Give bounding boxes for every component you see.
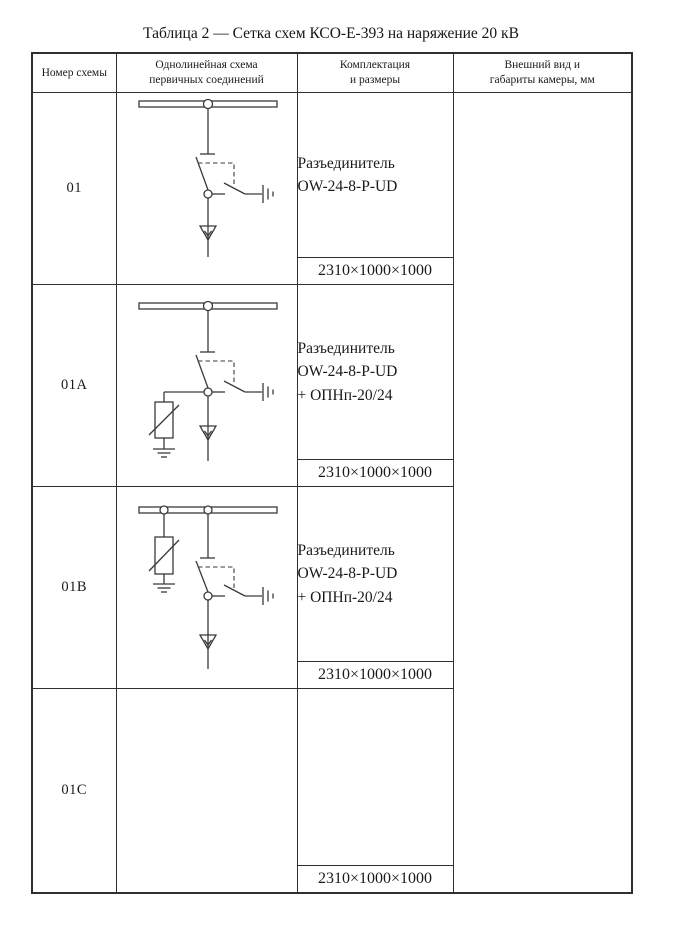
surge-arrester [149, 392, 204, 457]
dimensions-cell: 2310×1000×1000 [297, 258, 453, 285]
earthing-switch [224, 183, 273, 203]
mechanical-link [198, 361, 234, 384]
earthing-switch [224, 585, 273, 605]
busbar [139, 506, 277, 514]
busbar [139, 302, 277, 311]
header-line: Номер схемы [41, 66, 107, 79]
equipment-cell [297, 487, 453, 662]
node-contact [204, 190, 225, 198]
equipment-cell [297, 285, 453, 460]
diagram-cell [116, 689, 297, 894]
dimensions-cell: 2310×1000×1000 [297, 460, 453, 487]
diagram-cell [116, 285, 297, 487]
diagram-cell [116, 93, 297, 285]
disconnector-switch [196, 311, 215, 389]
equipment-line: Разъединитель [297, 542, 395, 560]
single-line-diagram-01-icon [117, 93, 296, 283]
scheme-number-cell: 01A [32, 285, 116, 487]
schemes-table [31, 52, 633, 894]
table-row [32, 93, 632, 258]
header-line: и размеры [349, 74, 401, 86]
cable-feeder-arrow [200, 198, 216, 257]
header-line: Внешний вид и [504, 59, 581, 72]
cable-feeder-arrow [200, 396, 216, 461]
equipment-line: OW-24-8-P-UD [297, 178, 398, 195]
header-line: габариты камеры, мм [489, 74, 595, 86]
equipment-line: Разъединитель [297, 154, 395, 172]
header-line: Однолинейная схема [155, 59, 258, 72]
node-contact [204, 388, 225, 396]
equipment-cell [297, 689, 453, 866]
disconnector-switch [196, 109, 215, 191]
dimensions-cell: 2310×1000×1000 [297, 662, 453, 689]
scheme-number-cell: 01 [32, 93, 116, 285]
scheme-number-cell: 01C [32, 689, 116, 894]
scheme-number-cell: 01B [32, 487, 116, 689]
col-header-configuration [297, 53, 453, 93]
busbar [139, 100, 277, 109]
header-line: первичных соединений [149, 74, 264, 86]
surge-arrester [149, 514, 179, 592]
mechanical-link [198, 163, 234, 186]
header-line: Комплектация [339, 59, 411, 72]
disconnector-switch [196, 514, 215, 592]
table-caption: Таблица 2 — Сетка схем КСО-Е-393 на наряжение 20 кВ [143, 25, 519, 42]
equipment-cell [297, 93, 453, 258]
diagram-cell [116, 487, 297, 689]
dimensions-cell: 2310×1000×1000 [297, 866, 453, 894]
header-row [32, 53, 632, 93]
single-line-diagram-01A-icon [117, 285, 296, 485]
col-header-scheme-number [32, 53, 116, 93]
col-header-external-view [453, 53, 632, 93]
mechanical-link [198, 567, 234, 588]
external-view-cell [453, 93, 632, 894]
equipment-line: OW-24-8-P-UD [297, 565, 398, 583]
cable-feeder-arrow [200, 600, 216, 669]
col-header-single-line-diagram [116, 53, 297, 93]
node-contact [204, 592, 225, 600]
equipment-line: + ОПНп-20/24 [297, 386, 393, 404]
earthing-switch [224, 381, 273, 401]
single-line-diagram-01B-icon [117, 487, 296, 687]
equipment-line: Разъединитель [297, 340, 395, 358]
equipment-line: OW-24-8-P-UD [297, 363, 398, 381]
equipment-line: + ОПНп-20/24 [297, 588, 393, 606]
